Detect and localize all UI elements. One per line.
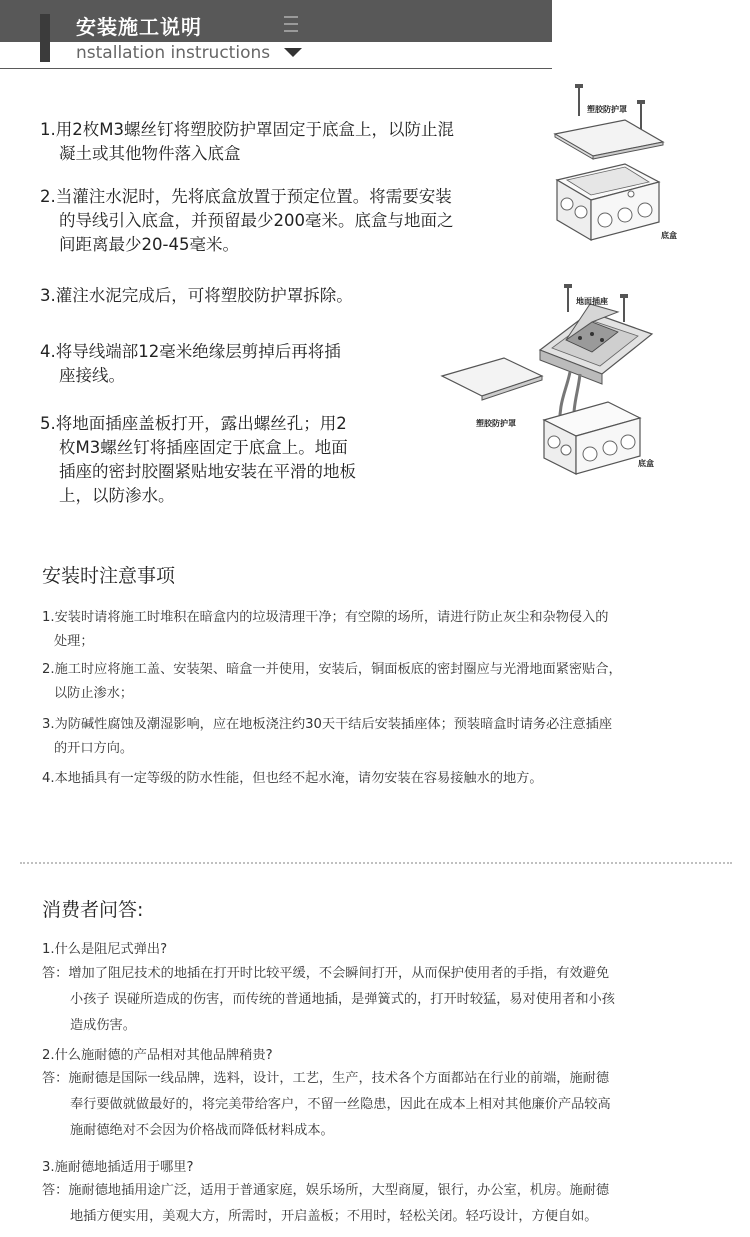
socket-box-illustration: [440, 282, 670, 477]
step-2: 2.当灌注水泥时，先将底盒放置于预定位置。将需要安装 的导线引入底盒，并预留最少200毫米。底盒与地面之 间距离最少20-45毫米。: [40, 187, 454, 254]
notes-title: 安装时注意事项: [42, 565, 176, 587]
note-item-3: 3.为防碱性腐蚀及潮湿影响，应在地板浇注约30天干结后安装插座体；预装暗盒时请务必注意插座 的开口方向。: [42, 717, 613, 756]
qa-title: 消费者问答:: [42, 899, 144, 921]
section-divider: [20, 862, 732, 864]
note-item-1: 1.安装时请将施工时堆积在暗盒内的垃圾清理干净；有空隙的场所，请进行防止灰尘和杂物侵入的 处理；: [42, 610, 609, 649]
label-cover: 塑胶防护罩: [476, 419, 516, 428]
step-3: 3.灌注水泥完成后，可将塑胶防护罩拆除。: [40, 286, 353, 305]
diagram-socket-install: [440, 282, 670, 477]
qa-answer-3: 答：施耐德地插用途广泛，适用于普通家庭，娱乐场所，大型商厦，银行，办公室，机房。施耐德 地插方便实用，美观大方，所需时，开启盖板；不用时，轻松关闭。轻巧设计，方便自如。: [42, 1183, 610, 1224]
step-5: 5.将地面插座盖板打开，露出螺丝孔；用2 枚M3螺丝钉将插座固定于底盒上。地面 插座的密封胶圈紧贴地安装在平滑的地板 上，以防渗水。: [40, 414, 356, 505]
diagram-cover-install: [545, 82, 715, 252]
header-accent-bar: [40, 14, 50, 62]
note-item-4: 4.本地插具有一定等级的防水性能，但也经不起水淹，请勿安装在容易接触水的地方。: [42, 771, 543, 786]
step-4: 4.将导线端部12毫米绝缘层剪掉后再将插 座接线。: [40, 342, 341, 385]
label-socket: 地面插座: [576, 297, 608, 306]
qa-question-1: 1.什么是阻尼式弹出?: [42, 942, 168, 957]
step-1: 1.用2枚M3螺丝钉将塑胶防护罩固定于底盒上，以防止混 凝土或其他物件落入底盒: [40, 120, 454, 163]
qa-question-3: 3.施耐德地插适用于哪里?: [42, 1160, 194, 1175]
label-box: 底盒: [638, 459, 654, 468]
label-cover: 塑胶防护罩: [587, 105, 627, 114]
qa-question-2: 2.什么施耐德的产品相对其他品牌稍贵?: [42, 1048, 273, 1063]
qa-answer-2: 答：施耐德是国际一线品牌，选料，设计，工艺，生产，技术各个方面都站在行业的前端，施耐德 奉行要做就做最好的，将完美带给客户，不留一丝隐患，因此在成本上相对其他廉价产品较高 施耐德绝对不会因为价格战而降低材料成本。: [42, 1071, 611, 1138]
section-header: [0, 0, 552, 70]
note-item-2: 2.施工时应将施工盖、安装架、暗盒一并使用，安装后，铜面板底的密封圈应与光滑地面紧密贴合， 以防止渗水；: [42, 662, 622, 701]
menu-lines-icon: [284, 16, 298, 37]
header-title: 安装施工说明: [76, 15, 202, 39]
header-subtitle: nstallation instructions: [76, 43, 271, 63]
label-box: 底盒: [661, 231, 677, 240]
triangle-down-icon: [284, 48, 302, 57]
qa-answer-1: 答：增加了阻尼技术的地插在打开时比较平缓，不会瞬间打开，从而保护使用者的手指，有效避免 小孩子 误碰所造成的伤害，而传统的普通地插，是弹簧式的，打开时较猛，易对使用者和小孩 造成伤害。: [42, 966, 615, 1033]
cover-box-illustration: [545, 82, 715, 252]
